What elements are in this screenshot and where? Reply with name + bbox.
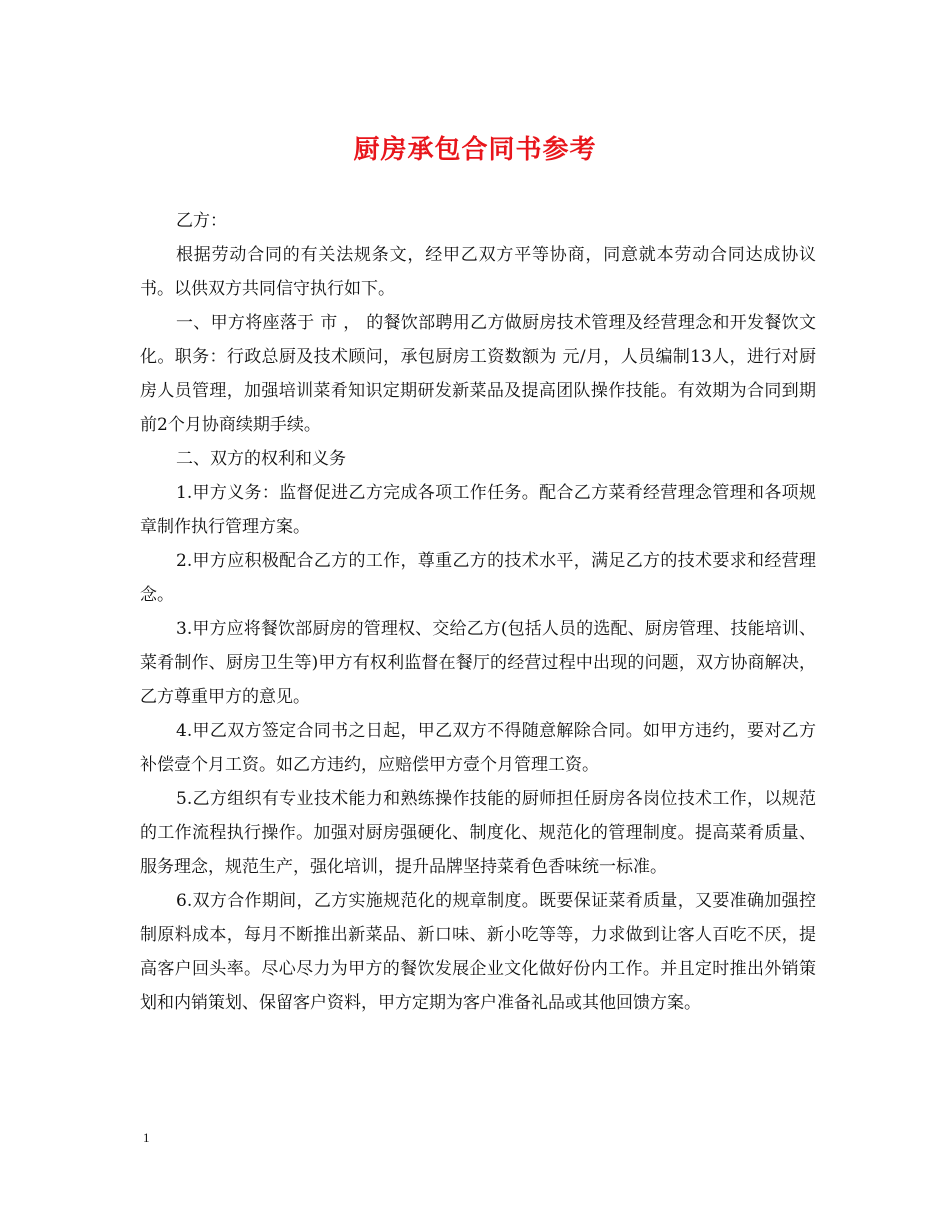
paragraph-item-2: 2.甲方应积极配合乙方的工作，尊重乙方的技术水平，满足乙方的技术要求和经营理念。	[140, 551, 816, 605]
document-body	[140, 204, 816, 1020]
document-title: 厨房承包合同书参考	[353, 135, 597, 165]
paragraph-item-5: 5.乙方组织有专业技术能力和熟练操作技能的厨师担任厨房各岗位技术工作，以规范的工作流程执行操作。加强对厨房强硬化、制度化、规范化的管理制度。提高菜肴质量、服务理念，规范生产，强化培训，提升品牌坚持菜肴色香味统一标准。	[140, 789, 816, 877]
paragraph-party-b: 乙方：	[176, 211, 227, 231]
paragraph-section-2-heading: 二、双方的权利和义务	[176, 449, 346, 469]
paragraph-item-1: 1.甲方义务：监督促进乙方完成各项工作任务。配合乙方菜肴经营理念管理和各项规章制作执行管理方案。	[140, 483, 816, 537]
paragraph-item-4: 4.甲乙双方签定合同书之日起，甲乙双方不得随意解除合同。如甲方违约，要对乙方补偿壹个月工资。如乙方违约，应赔偿甲方壹个月管理工资。	[140, 721, 816, 775]
paragraph-item-6: 6.双方合作期间，乙方实施规范化的规章制度。既要保证菜肴质量，又要准确加强控制原料成本，每月不断推出新菜品、新口味、新小吃等等，力求做到让客人百吃不厌，提高客户回头率。尽心尽力为甲方的餐饮发展企业文化做好份内工作。并且定时推出外销策划和内销策划、保留客户资料，甲方定期为客户准备礼品或其他回馈方案。	[140, 891, 816, 1013]
page-number: 1	[143, 1130, 150, 1145]
paragraph-item-3: 3.甲方应将餐饮部厨房的管理权、交给乙方(包括人员的选配、厨房管理、技能培训、菜肴制作、厨房卫生等)甲方有权利监督在餐厅的经营过程中出现的问题，双方协商解决，乙方尊重甲方的意见。	[140, 619, 816, 707]
paragraph-section-1: 一、甲方将座落于 市 ， 的餐饮部聘用乙方做厨房技术管理及经营理念和开发餐饮文化。职务：行政总厨及技术顾问，承包厨房工资数额为 元/月，人员编制13人，进行对厨房人员管理，加强培训菜肴知识定期研发新菜品及提高团队操作技能。有效期为合同到期前2个月协商续期手续。	[140, 313, 816, 435]
paragraph-preamble: 根据劳动合同的有关法规条文，经甲乙双方平等协商，同意就本劳动合同达成协议书。以供双方共同信守执行如下。	[140, 245, 816, 299]
